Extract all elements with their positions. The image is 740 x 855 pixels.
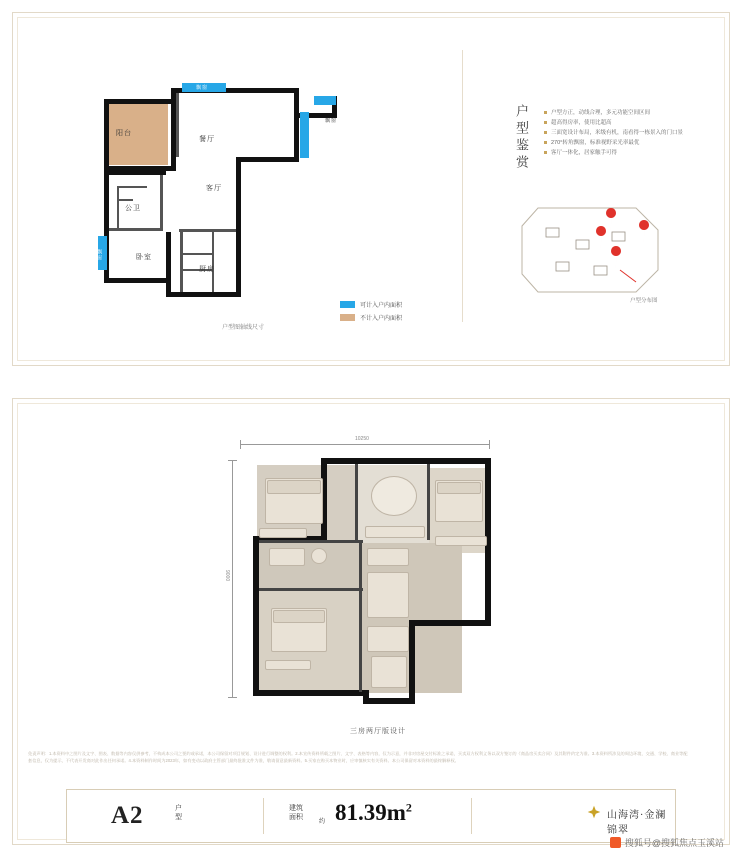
interior-wall [359,540,362,692]
legend-row [340,300,402,309]
site-plan-caption: 户型分布图 [630,298,658,304]
bed-pillow [437,482,481,494]
legend-swatch-blue [340,301,355,308]
site-plan-shape [516,200,666,300]
wall [104,99,176,104]
wall [253,536,259,696]
bullet-item: 超高得房率，使用比超高 [544,118,683,128]
legend-row [340,313,402,322]
area-value [335,800,412,826]
legend [340,300,402,326]
toilet [311,548,327,564]
unit-type-label [175,804,182,822]
bullet-item: 三面宽设计布局，米级有机，南看得一栋景入的门口景 [544,128,683,138]
bullet-item: 户型方正，动线合理，多元功能空间区间 [544,108,683,118]
wardrobe [435,536,487,546]
interior-wall [427,464,430,540]
disclaimer-text: 免责声明：1.本资料中之图片及文字、图表、数据等内容仅供参考，不构成本公司之要约或承诺，本公司保留对项目规划、设计进行调整的权利。2.本宣传资料所载之图片、文字、表格等内容，仅为示意，并非对房屋交付标准之承诺，买卖双方权利义务以双方签订的《商品房买卖合同》及其附件约定为准。3.本资料所涉及的周边环境、交通、学校、商业等配套信息，仅为提示，不代表开发商对此作出任何承诺。4.本资料制作时间为2023年，如有变动以政府主管部门最终批准文件为准，敬请留意最新资料。5.买家在购买本物业时，应审慎核实有关资料。本公司保留对本资料的最终解释权。 [28,751,688,763]
wardrobe [259,528,307,538]
brand-name: 山海湾·金澜锦翠 [607,810,667,836]
wall [236,157,299,162]
tv-cabinet [367,626,409,652]
interior-wall [160,175,163,230]
interior-wall [109,228,163,231]
dim-label-left: 9000 [224,570,230,582]
room-label: 公卫 [125,205,141,212]
legend-label: 不计入户内面积 [360,316,403,322]
wall [294,113,299,161]
interior-wall [176,93,179,157]
feature-bullets [544,108,683,158]
panel-divider [462,50,463,322]
legend-swatch-tan [340,314,355,321]
schematic-caption: 户型图轴线尺寸 [222,325,265,331]
interior-wall [355,464,358,540]
dining-table [371,476,417,516]
bullet-item: 270°转角飘窗，标准视野采光率最优 [544,138,683,148]
interior-wall [183,253,213,255]
window-blue [300,112,309,158]
bed-pillow [273,610,325,623]
dim-line-left [232,460,233,698]
area-label [289,804,303,822]
footer-bar [66,789,676,843]
wall [104,99,109,171]
wall [166,232,171,297]
room-label: 卧室 [136,254,152,261]
room-label-window: 飘窗 [325,118,338,124]
site-plan [516,200,666,304]
wall [236,157,241,297]
area-approx-label: 约 [319,819,326,825]
watermark [610,836,724,849]
sideboard [365,526,425,538]
legend-label: 可计入户内面积 [360,303,403,309]
room-label: 餐厅 [199,136,215,143]
storage [371,656,407,688]
interior-wall [180,232,183,292]
interior-wall [119,186,147,188]
room-label: 客厅 [206,185,222,192]
wall [363,698,415,704]
watermark-text: 搜狐号@搜狐焦点玉溪站 [624,838,724,848]
area-label-line2: 面积 [289,814,303,821]
rendered-floorplan [235,440,525,720]
wall [166,292,241,297]
interior-wall [119,199,133,201]
unit-type-label-line2: 型 [175,814,182,821]
room-label: 阳台 [116,130,132,137]
bullet-item: 客厅一体化，居家触手可得 [544,148,683,158]
section-vertical-title: 户型鉴赏 [514,104,529,172]
wall [409,620,491,626]
area-unit-superscript: 2 [405,800,412,815]
room-label-window: 飘窗 [196,85,209,91]
area-value-number: 81.39m [335,800,406,825]
wall [104,278,166,283]
brand-logo-icon [587,805,601,819]
dim-label-top: 10250 [355,436,369,442]
area-label-line1: 建筑 [289,805,303,812]
interior-wall [179,229,236,232]
interior-wall [259,540,363,543]
bed-pillow [267,480,321,494]
bathtub [269,548,305,566]
room-label: 厨房 [199,266,215,273]
interior-wall [212,232,214,292]
sofa [367,572,409,618]
unit-code: A2 [111,802,144,829]
room-label-window: 飘窗 [96,249,102,261]
wall [104,171,166,175]
wardrobe [265,660,311,670]
kitchen-counter [367,548,409,566]
footer-divider [471,798,472,834]
interior-wall [117,186,119,228]
plan-caption: 三房两厅版设计 [350,728,406,735]
wall [321,458,491,464]
wall [253,690,369,696]
wall [409,620,415,704]
unit-type-label-line1: 户 [175,805,182,812]
footer-divider [263,798,264,834]
window-blue [314,96,336,105]
interior-wall [259,588,363,591]
sohu-logo-icon [610,837,621,848]
